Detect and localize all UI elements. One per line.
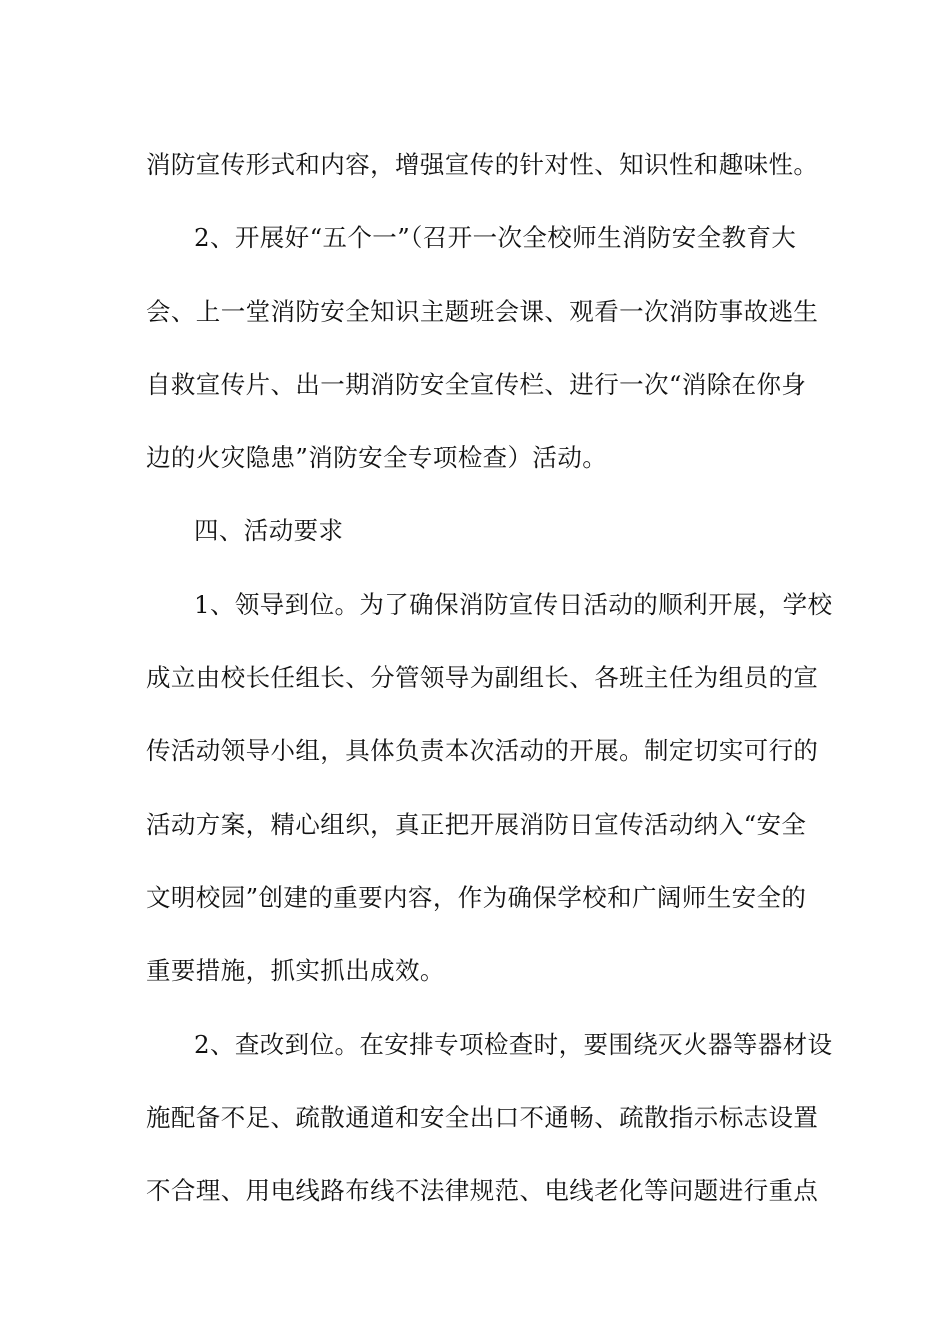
text-line: 重要措施，抓实抓出成效。 — [146, 956, 445, 986]
text-line: 施配备不足、疏散通道和安全出口不通畅、疏散指示标志设置 — [146, 1102, 819, 1132]
text-line: 不合理、用电线路布线不法律规范、电线老化等问题进行重点 — [146, 1176, 819, 1206]
text-line: 活动方案，精心组织，真正把开展消防日宣传活动纳入“安全 — [146, 809, 807, 839]
text-line: 文明校园”创建的重要内容，作为确保学校和广阔师生安全的 — [146, 882, 807, 912]
section-heading: 四、活动要求 — [194, 516, 344, 546]
text-line: 自救宣传片、出一期消防安全宣传栏、进行一次“消除在你身 — [146, 369, 807, 399]
text-line: 传活动领导小组，具体负责本次活动的开展。制定切实可行的 — [146, 736, 819, 766]
paragraph-first-line: 1、领导到位。为了确保消防宣传日活动的顺利开展，学校 — [194, 589, 833, 619]
text-line: 边的火灾隐患”消防安全专项检查）活动。 — [146, 443, 608, 473]
paragraph-first-line: 2、查改到位。在安排专项检查时，要围绕灭火器等器材设 — [194, 1029, 833, 1059]
text-line: 成立由校长任组长、分管领导为副组长、各班主任为组员的宣 — [146, 663, 819, 693]
text-line: 会、上一堂消防安全知识主题班会课、观看一次消防事故逃生 — [146, 296, 819, 326]
document-body — [146, 128, 833, 1227]
paragraph-first-line: 2、开展好“五个一”（召开一次全校师生消防安全教育大 — [194, 223, 797, 253]
text-line: 消防宣传形式和内容，增强宣传的针对性、知识性和趣味性。 — [146, 150, 819, 179]
